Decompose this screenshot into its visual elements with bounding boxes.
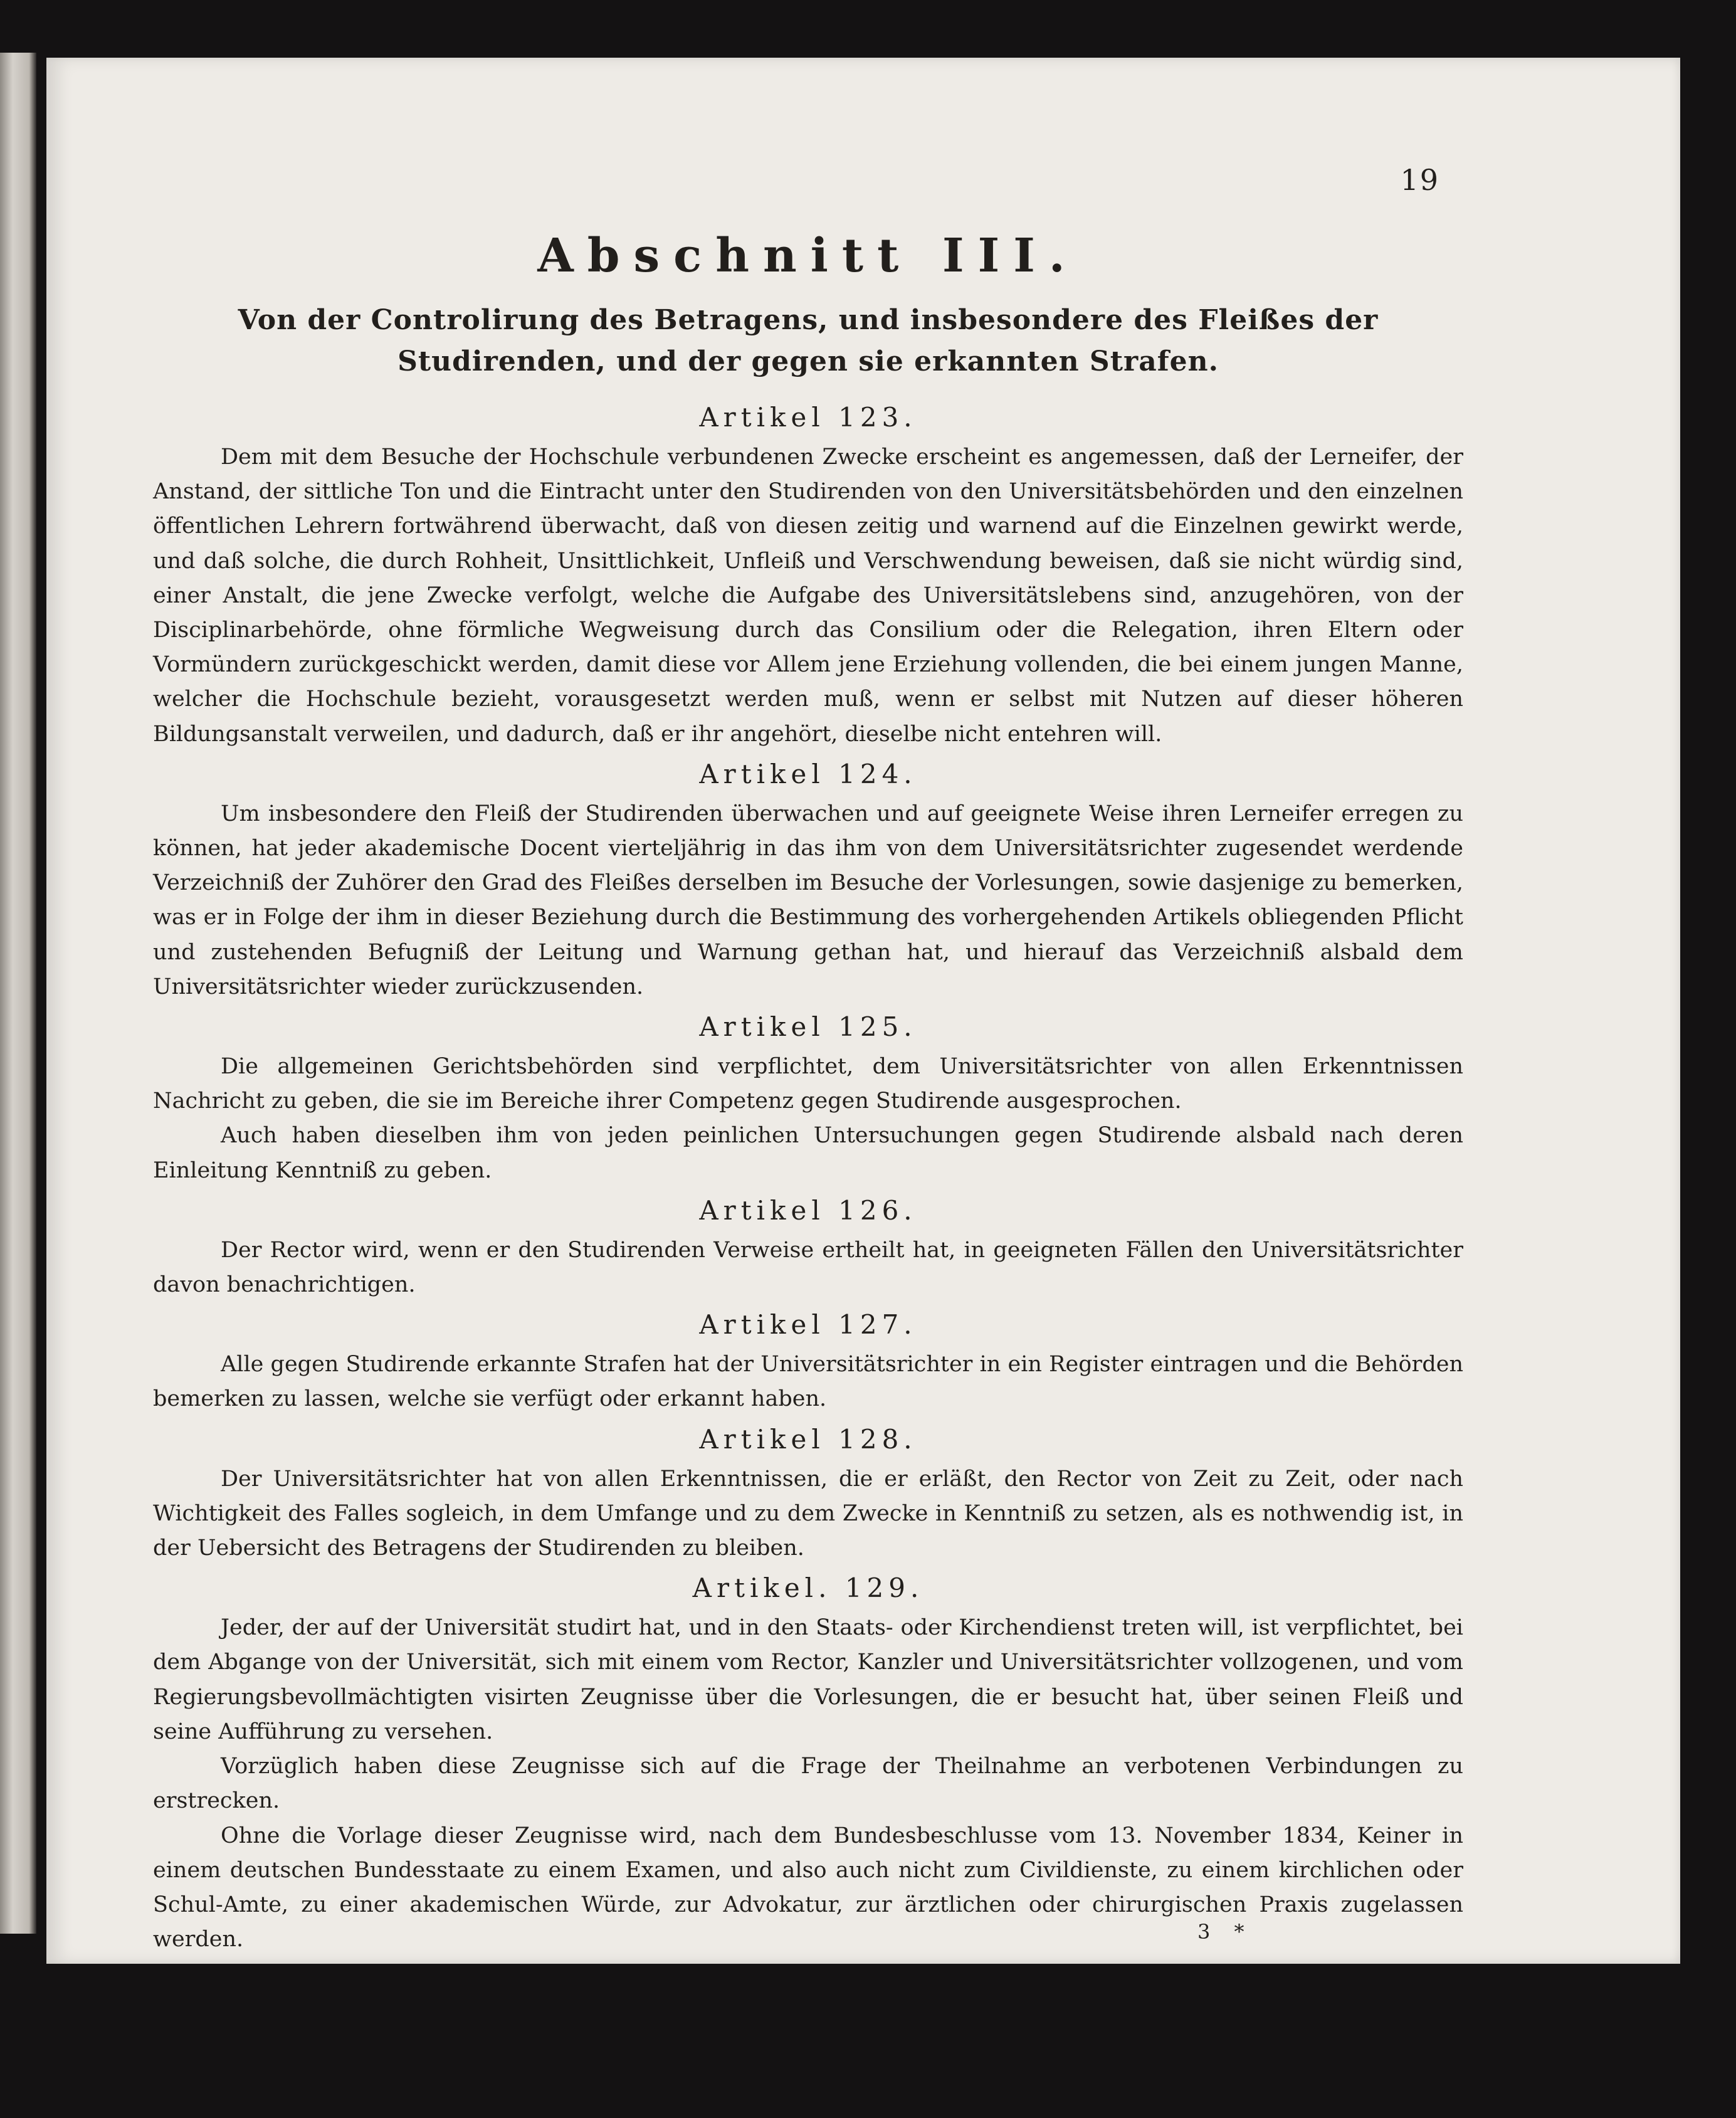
- article-heading: Artikel. 129.: [692, 1573, 924, 1604]
- article-124: [153, 756, 1463, 1004]
- article-127: [153, 1306, 1463, 1416]
- article-heading: Artikel 127.: [699, 1309, 917, 1341]
- article-paragraph: Ohne die Vorlage dieser Zeugnisse wird, nach dem Bundesbeschlusse vom 13. November 1834, Keiner in einem deutschen Bundesstaate zu einem Examen, und also auch nicht zum Civildienste, zu einem kirchlichen oder Schul-Amte, zu einer akademischen Würde, zur Advokatur, zur ärztlichen oder chirurgischen Praxis zugelassen werden.: [153, 1823, 1463, 1952]
- article-paragraph: Der Universitätsrichter hat von allen Erkenntnissen, die er erläßt, den Rector von Zeit zu Zeit, oder nach Wichtigkeit des Falles sogleich, in dem Umfange und zu dem Zwecke in Kenntniß zu setzen, als es nothwendig ist, in der Uebersicht des Betragens der Studirenden zu bleiben.: [153, 1466, 1463, 1561]
- article-paragraph: Alle gegen Studirende erkannte Strafen hat der Universitätsrichter in ein Register eintragen und die Behörden bemerken zu lassen, welche sie verfügt oder erkannt haben.: [153, 1352, 1463, 1412]
- article-heading: Artikel 124.: [699, 758, 917, 789]
- page-number: 19: [1400, 163, 1439, 197]
- article-paragraph: Um insbesondere den Fleiß der Studirenden überwachen und auf geeignete Weise ihren Lerneifer erregen zu können, hat jeder akademische Docent vierteljährig in das ihm von dem Universitätsrichter zugesendet werdende Verzeichniß der Zuhörer den Grad des Fleißes derselben im Besuche der Vorlesungen, sowie dasjenige zu bemerken, was er in Folge der ihm in dieser Beziehung durch die Bestimmung des vorhergehenden Artikels obliegenden Pflicht und zustehenden Befugniß der Leitung und Warnung gethan hat, und hierauf das Verzeichniß alsbald dem Universitätsrichter wieder zurückzusenden.: [153, 801, 1463, 999]
- section-title: Abschnitt III.: [537, 229, 1079, 283]
- article-125: [153, 1008, 1463, 1188]
- article-128: [153, 1421, 1463, 1566]
- article-paragraph: Jeder, der auf der Universität studirt hat, und in den Staats- oder Kirchendienst treten will, ist verpflichtet, bei dem Abgange von der Universität, sich mit einem vom Rector, Kanzler und Universitätsrichter vollzogenen, und vom Regierungsbevollmächtigten visirten Zeugnisse über die Vorlesungen, die er besucht hat, über seinen Fleiß und seine Aufführung zu versehen.: [153, 1615, 1463, 1744]
- article-heading: Artikel 126.: [699, 1194, 917, 1226]
- article-126: [153, 1192, 1463, 1302]
- article-paragraph: Die allgemeinen Gerichtsbehörden sind verpflichtet, dem Universitätsrichter von allen Erkenntnissen Nachricht zu geben, die sie im Bereiche ihrer Competenz gegen Studirende ausgesprochen.: [153, 1054, 1463, 1114]
- section-subtitle: Von der Controlirung des Betragens, und insbesondere des Fleißes der Studirenden, und der gegen sie erkannten Strafen.: [238, 304, 1379, 377]
- article-heading: Artikel 128.: [699, 1423, 917, 1455]
- article-heading: Artikel 125.: [699, 1011, 917, 1043]
- article-paragraph: Auch haben dieselben ihm von jeden peinlichen Untersuchungen gegen Studirende alsbald nach deren Einleitung Kenntniß zu geben.: [153, 1123, 1463, 1183]
- document-page: [46, 58, 1680, 1964]
- article-paragraph: Dem mit dem Besuche der Hochschule verbundenen Zwecke erscheint es angemessen, daß der Lerneifer, der Anstand, der sittliche Ton und die Eintracht unter den Studirenden von den Universitätsbehörden und den einzelnen öffentlichen Lehrern fortwährend überwacht, daß von diesen zeitig und warnend auf die Einzelnen gewirkt werde, und daß solche, die durch Rohheit, Unsittlichkeit, Unfleiß und Verschwendung beweisen, daß sie nicht würdig sind, einer Anstalt, die jene Zwecke verfolgt, welche die Aufgabe des Universitätslebens sind, anzugehören, von der Disciplinarbehörde, ohne förmliche Wegweisung durch das Consilium oder die Relegation, ihren Eltern oder Vormündern zurückgeschickt werden, damit diese vor Allem jene Erziehung vollenden, die bei einem jungen Manne, welcher die Hochschule bezieht, vorausgesetzt werden muß, wenn er selbst mit Nutzen auf dieser höheren Bildungsanstalt verweilen, und dadurch, daß er ihr angehört, dieselbe nicht entehren will.: [153, 445, 1463, 747]
- signature-mark: 3 *: [1197, 1920, 1253, 1944]
- article-129: [153, 1569, 1463, 1957]
- facing-page-edge: [0, 53, 36, 1934]
- page-text: [153, 226, 1463, 1957]
- article-123: [153, 399, 1463, 752]
- article-paragraph: Der Rector wird, wenn er den Studirenden Verweise ertheilt hat, in geeigneten Fällen den Universitätsrichter davon benachrichtigen.: [153, 1237, 1463, 1298]
- article-paragraph: Vorzüglich haben diese Zeugnisse sich auf die Frage der Theilnahme an verbotenen Verbindungen zu erstrecken.: [153, 1754, 1463, 1814]
- article-heading: Artikel 123.: [699, 402, 917, 433]
